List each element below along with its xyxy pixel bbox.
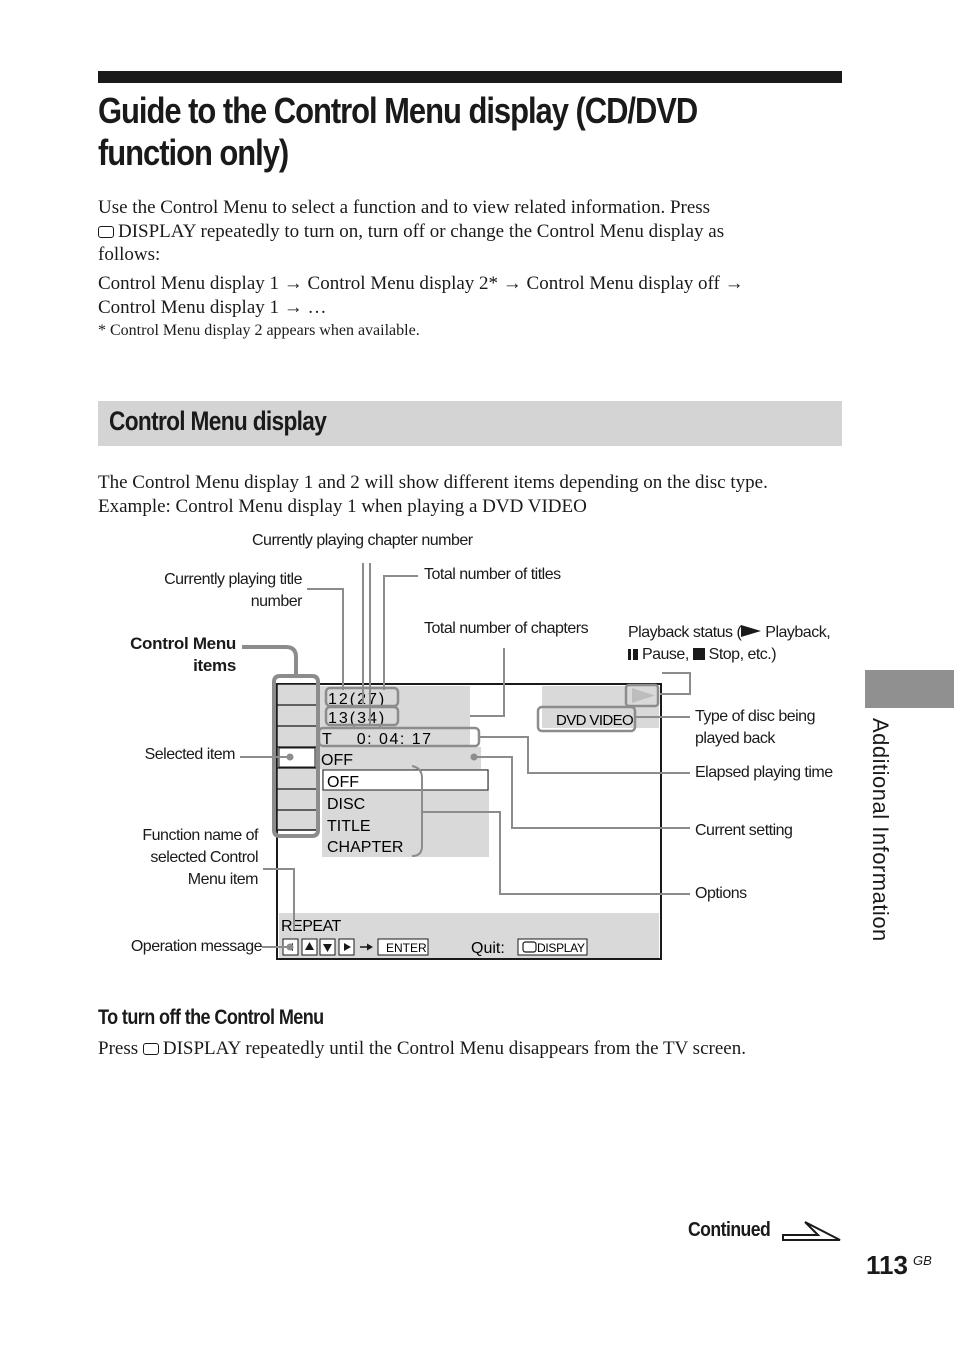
page-number: 113 bbox=[866, 1250, 908, 1280]
subheading-paragraph bbox=[98, 1037, 858, 1061]
page-number-suffix: GB bbox=[913, 1253, 932, 1268]
press-text: Press bbox=[98, 1038, 139, 1059]
display-button-icon bbox=[143, 1043, 159, 1055]
label-title-number-line-1: Currently playing title bbox=[164, 571, 302, 588]
label-playback-status-line-1 bbox=[628, 622, 838, 644]
playback-status-text-b: Playback, bbox=[761, 624, 831, 641]
label-selected-item: Selected item bbox=[144, 746, 235, 763]
label-playback-status bbox=[628, 622, 838, 666]
label-title-number bbox=[150, 569, 302, 613]
display-button-text: DISPLAY bbox=[537, 941, 585, 955]
label-elapsed-time: Elapsed playing time bbox=[695, 764, 833, 781]
disc-type-text: DVD VIDEO bbox=[556, 712, 634, 729]
play-symbol-icon bbox=[741, 625, 761, 637]
label-function-name-line-2: selected Control bbox=[150, 849, 258, 866]
intro-line-3: follows: bbox=[98, 244, 161, 265]
enter-button-text: ENTER bbox=[386, 941, 427, 955]
subheading-body-text: DISPLAY repeatedly until the Control Menu disappears from the TV screen. bbox=[162, 1038, 746, 1059]
option-title: TITLE bbox=[327, 818, 371, 835]
label-current-setting: Current setting bbox=[695, 822, 793, 839]
label-control-items-line-1: Control Menu bbox=[130, 634, 236, 653]
stop-symbol-icon bbox=[693, 648, 705, 660]
label-title-number-line-2: number bbox=[250, 593, 302, 610]
label-function-name-line-1: Function name of bbox=[142, 827, 258, 844]
title-row-text: 12(27) bbox=[328, 691, 387, 708]
label-disc-type bbox=[695, 706, 815, 750]
label-total-chapters: Total number of chapters bbox=[424, 620, 589, 637]
playback-status-text-c: Pause, bbox=[638, 646, 693, 663]
intro-line-1: Use the Control Menu to select a function and to view related information. Press bbox=[98, 197, 711, 218]
label-function-name-line-3: Menu item bbox=[187, 871, 258, 888]
subheading: To turn off the Control Menu bbox=[98, 1006, 324, 1029]
label-control-items-line-2: items bbox=[193, 656, 236, 675]
sequence-line-2: Control Menu display 1 → … bbox=[98, 296, 327, 318]
option-off: OFF bbox=[327, 774, 359, 791]
label-disc-type-line-1: Type of disc being bbox=[695, 708, 815, 725]
title-line-2: function only) bbox=[98, 132, 289, 173]
side-tab-text: Additional Information bbox=[868, 718, 893, 942]
sequence-line-1: Control Menu display 1 → Control Menu display 2* → Control Menu display off → bbox=[98, 273, 744, 294]
footnote: * Control Menu display 2 appears when available. bbox=[98, 322, 420, 339]
current-setting-text: OFF bbox=[321, 752, 353, 769]
continued-label: Continued bbox=[688, 1219, 771, 1241]
playback-status-text-a: Playback status ( bbox=[628, 624, 742, 641]
title-line-1: Guide to the Control Menu display (CD/DVD bbox=[98, 90, 698, 131]
section-line-2: Example: Control Menu display 1 when playing a DVD VIDEO bbox=[98, 495, 587, 517]
continued-arrow-icon bbox=[783, 1222, 840, 1240]
label-disc-type-line-2: played back bbox=[695, 730, 775, 747]
label-control-menu-items bbox=[100, 633, 236, 677]
pause-symbol-icon bbox=[628, 649, 633, 660]
label-options: Options bbox=[695, 885, 747, 902]
playback-status-text-d: Stop, etc.) bbox=[704, 646, 777, 663]
option-disc: DISC bbox=[327, 796, 366, 813]
label-operation-message: Operation message bbox=[130, 938, 262, 955]
intro-line-2-text: DISPLAY repeatedly to turn on, turn off or change the Control Menu display as bbox=[118, 220, 725, 242]
quit-text: Quit: bbox=[471, 940, 505, 957]
label-total-titles: Total number of titles bbox=[424, 566, 561, 583]
option-chapter: CHAPTER bbox=[327, 839, 404, 856]
function-name-text: REPEAT bbox=[281, 918, 341, 935]
chapter-row-text: 13(34) bbox=[328, 710, 387, 727]
section-title: Control Menu display bbox=[109, 406, 327, 436]
label-chapter-number: Currently playing chapter number bbox=[252, 532, 473, 549]
elapsed-time-text: T 0: 04: 17 bbox=[322, 731, 433, 748]
section-line-1: The Control Menu display 1 and 2 will show different items depending on the disc type. bbox=[98, 472, 768, 493]
label-function-name bbox=[110, 825, 258, 891]
label-playback-status-line-2 bbox=[628, 644, 838, 666]
